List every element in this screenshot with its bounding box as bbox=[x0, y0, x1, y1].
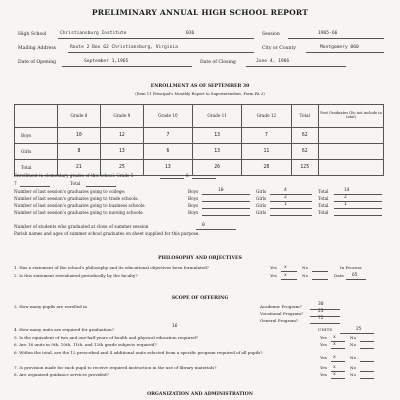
q8-no-label: No bbox=[350, 365, 357, 370]
q5-yes-mark: x bbox=[333, 335, 336, 340]
column-header: Grade 10 bbox=[143, 105, 192, 128]
table-row bbox=[15, 128, 384, 144]
q1-yes-label: Yes bbox=[270, 265, 277, 270]
table-cell: 25 bbox=[118, 165, 125, 171]
table-cell: 13 bbox=[214, 149, 221, 155]
corner-cell bbox=[15, 105, 58, 128]
table-cell: 7 bbox=[264, 133, 268, 139]
column-header: Total bbox=[291, 105, 318, 128]
date-closing-line bbox=[246, 66, 346, 67]
elementary-total-line bbox=[86, 186, 116, 187]
q9-yes-mark: x bbox=[333, 372, 336, 377]
q5-yes-label: Yes bbox=[320, 335, 327, 340]
table-cell: 62 bbox=[301, 149, 308, 155]
q1-yes-line bbox=[281, 271, 297, 272]
general-value: 72 bbox=[318, 316, 324, 321]
q1-text: 1. Has a statement of the school's philosophy and its educational objectives been formulated? bbox=[14, 265, 209, 270]
q1-process-label: In Process bbox=[340, 265, 362, 270]
table-row bbox=[15, 144, 384, 160]
q7-no-line bbox=[360, 361, 374, 362]
column-header: Grade 8 bbox=[58, 105, 101, 128]
table-cell: 26 bbox=[214, 165, 221, 171]
grad-college-girls: 4 bbox=[284, 188, 287, 193]
table-cell: 62 bbox=[301, 133, 308, 139]
page-title: PRELIMINARY ANNUAL HIGH SCHOOL REPORT bbox=[91, 8, 309, 17]
girls-line bbox=[270, 208, 312, 209]
table-cell: 12 bbox=[118, 133, 125, 139]
q2-text: 2. Is this statement reevaluated periodically by the faculty? bbox=[14, 273, 138, 278]
q2-date-label: Date bbox=[334, 273, 344, 278]
boys-line bbox=[202, 208, 250, 209]
organization-heading: ORGANIZATION AND ADMINISTRATION bbox=[147, 392, 253, 397]
summer-graduates-line bbox=[196, 229, 236, 230]
q7-no-label: No bbox=[350, 355, 357, 360]
academic-value: 30 bbox=[318, 302, 324, 307]
enrollment-subheading: (Item 11 Principal's Monthly Report to Superintendent, Form PA 2) bbox=[135, 91, 265, 96]
total-line bbox=[334, 201, 382, 202]
q8-text: 7. Is provision made for each pupil to receive required instruction in the use of library materials? bbox=[14, 365, 217, 370]
grad-business-label: Number of last session's graduates going to business schools: bbox=[14, 203, 146, 208]
girls-line bbox=[270, 194, 312, 195]
girls-label: Girls bbox=[256, 210, 267, 215]
q5-text: 5. Is the equivalent of two and one-half years of health and physical education required? bbox=[14, 335, 199, 340]
session-label: Session bbox=[262, 32, 280, 37]
scope-heading: SCOPE OF OFFERING bbox=[171, 296, 229, 301]
q1-no-line bbox=[312, 271, 328, 272]
general-label: General Program? bbox=[260, 318, 299, 323]
date-closing-value: June 4, 1966 bbox=[256, 59, 290, 64]
mailing-address-label: Mailing Address bbox=[18, 46, 57, 51]
grade6-label: 6 bbox=[186, 173, 189, 178]
q8-yes-mark: x bbox=[333, 365, 336, 370]
q7-yes-line bbox=[331, 361, 345, 362]
q4-value: 16 bbox=[172, 324, 178, 329]
academic-label: Academic Program? bbox=[260, 304, 302, 309]
boys-label: Boys bbox=[188, 210, 199, 215]
table-cell: 13 bbox=[165, 165, 171, 171]
q2-yes-line bbox=[281, 279, 297, 280]
grade6-line bbox=[192, 178, 216, 179]
q7-yes-label: Yes bbox=[320, 355, 327, 360]
q4-text: 4. How many units are required for graduation? bbox=[14, 327, 114, 332]
row-label: Girls bbox=[15, 144, 58, 160]
grad-college-label: Number of last session's graduates going to college: bbox=[14, 189, 126, 194]
q5-no-line bbox=[360, 341, 374, 342]
girls-line bbox=[270, 215, 312, 216]
high-school-value: Christiansburg Institute bbox=[60, 31, 127, 36]
session-line bbox=[288, 38, 384, 39]
city-county-line bbox=[306, 52, 384, 53]
q9-yes-line bbox=[331, 378, 345, 379]
q3-text: 3. How many pupils are enrolled in bbox=[14, 304, 88, 309]
total-line bbox=[334, 194, 382, 195]
date-opening-label: Date of Opening bbox=[18, 60, 57, 65]
grad-trade-girls: 2 bbox=[284, 195, 287, 200]
q8-no-line bbox=[360, 371, 374, 372]
mailing-address-line bbox=[68, 52, 254, 53]
table-cell: 7 bbox=[166, 133, 170, 139]
table-cell: 21 bbox=[76, 165, 82, 171]
enrollment-header-row bbox=[15, 105, 384, 128]
grade7-label: 7 bbox=[14, 181, 17, 186]
vocational-line bbox=[310, 316, 340, 317]
boys-line bbox=[202, 201, 250, 202]
summer-graduates-text: Number of students who graduated at close of summer session bbox=[14, 224, 149, 229]
girls-line bbox=[270, 201, 312, 202]
q6-yes-line bbox=[331, 348, 345, 349]
date-opening-value: September 1,1965 bbox=[84, 59, 129, 64]
philosophy-heading: PHILOSOPHY AND OBJECTIVES bbox=[158, 256, 242, 261]
elementary-text: Enrollment in elementary grades of this school: Grade 5 bbox=[14, 173, 134, 178]
q9-yes-label: Yes bbox=[320, 372, 327, 377]
table-cell: 6 bbox=[166, 149, 170, 155]
q6-text: 6. Are 16 units in 9th, 10th, 11th, and 12th grade subjects required? bbox=[14, 342, 157, 347]
q2-yes-label: Yes bbox=[270, 273, 277, 278]
table-cell: 13 bbox=[214, 133, 221, 139]
grad-business-girls: 1 bbox=[284, 202, 287, 207]
total-label: Total bbox=[318, 203, 329, 208]
column-header: Grade 9 bbox=[100, 105, 143, 128]
table-cell: 28 bbox=[263, 165, 270, 171]
boys-line bbox=[202, 194, 250, 195]
high-school-line bbox=[58, 38, 254, 39]
q6-yes-label: Yes bbox=[320, 342, 327, 347]
boys-label: Boys bbox=[188, 196, 199, 201]
q6-yes-mark: x bbox=[333, 342, 336, 347]
q2-date-line bbox=[346, 279, 366, 280]
table-cell: 125 bbox=[300, 165, 310, 171]
table-cell: 8 bbox=[77, 149, 81, 155]
vocational-label: Vocational Program? bbox=[260, 311, 304, 316]
vocational-value: 23 bbox=[318, 309, 324, 314]
q7-text: 6. Within the total, are the 12 prescribed and 4 additional units selected from a specific program required of all pupils? bbox=[14, 350, 263, 355]
session-value: 1965-66 bbox=[318, 31, 338, 36]
column-header: Grade 12 bbox=[242, 105, 291, 128]
date-opening-line bbox=[62, 66, 192, 67]
table-cell: 10 bbox=[76, 133, 82, 139]
grad-college-total: 14 bbox=[344, 188, 350, 193]
grad-trade-total: 2 bbox=[344, 195, 347, 200]
units-line bbox=[340, 333, 374, 334]
enrollment-table bbox=[14, 104, 384, 176]
city-county-label: City or County bbox=[262, 46, 296, 51]
city-county-value: Montgomery 060 bbox=[320, 45, 359, 50]
total-line bbox=[334, 208, 382, 209]
girls-label: Girls bbox=[256, 203, 267, 208]
column-header: Post Graduates (Do not include in total) bbox=[319, 105, 384, 128]
girls-label: Girls bbox=[256, 196, 267, 201]
total-line bbox=[334, 215, 382, 216]
girls-label: Girls bbox=[256, 189, 267, 194]
total-label: Total bbox=[318, 210, 329, 215]
table-cell: 11 bbox=[263, 149, 270, 155]
school-code-value: 036 bbox=[186, 31, 195, 36]
table-cell: 13 bbox=[118, 149, 125, 155]
total-label: Total bbox=[318, 189, 329, 194]
units-value: 25 bbox=[356, 327, 362, 332]
q9-no-label: No bbox=[350, 372, 357, 377]
high-school-label: High School bbox=[18, 32, 47, 37]
elementary-total-label: Total bbox=[70, 181, 81, 186]
academic-line bbox=[310, 309, 340, 310]
date-closing-label: Date of Closing bbox=[200, 60, 236, 65]
grad-business-total: 1 bbox=[344, 202, 347, 207]
general-line bbox=[310, 323, 340, 324]
q1-no-label: No bbox=[302, 265, 309, 270]
boys-label: Boys bbox=[188, 203, 199, 208]
parish-names-text: Parish names and ages of summer school graduates on sheet supplied for this purpose. bbox=[14, 231, 200, 236]
row-label: Boys bbox=[15, 128, 58, 144]
q9-text: 8. Are organized guidance services provided? bbox=[14, 372, 109, 377]
q6-no-line bbox=[360, 348, 374, 349]
row-label: Total bbox=[15, 160, 58, 176]
summer-graduates-value: 0 bbox=[202, 223, 205, 228]
enrollment-heading: ENROLLMENT AS OF SEPTEMBER 30 bbox=[150, 84, 250, 89]
q2-yes-mark: x bbox=[284, 273, 287, 278]
q7-yes-mark: x bbox=[333, 355, 336, 360]
boys-label: Boys bbox=[188, 189, 199, 194]
boys-line bbox=[202, 215, 250, 216]
grade7-line bbox=[20, 186, 50, 187]
q9-no-line bbox=[360, 378, 374, 379]
q1-yes-mark: x bbox=[284, 265, 287, 270]
grad-college-boys: 10 bbox=[218, 188, 224, 193]
q2-no-line bbox=[312, 279, 328, 280]
mailing-address-value: Route 2 Box 62 Christiansburg, Virginia bbox=[70, 45, 178, 50]
q2-date-value: 65 bbox=[352, 273, 358, 278]
q6-no-label: No bbox=[350, 342, 357, 347]
grad-trade-label: Number of last session's graduates going to trade schools: bbox=[14, 196, 139, 201]
total-label: Total bbox=[318, 196, 329, 201]
units-label: UNITS bbox=[318, 327, 333, 332]
column-header: Grade 11 bbox=[193, 105, 242, 128]
q2-no-label: No bbox=[302, 273, 309, 278]
q5-no-label: No bbox=[350, 335, 357, 340]
grade5-line bbox=[160, 178, 184, 179]
grad-nursing-label: Number of last session's graduates going to nursing schools: bbox=[14, 210, 144, 215]
q8-yes-label: Yes bbox=[320, 365, 327, 370]
